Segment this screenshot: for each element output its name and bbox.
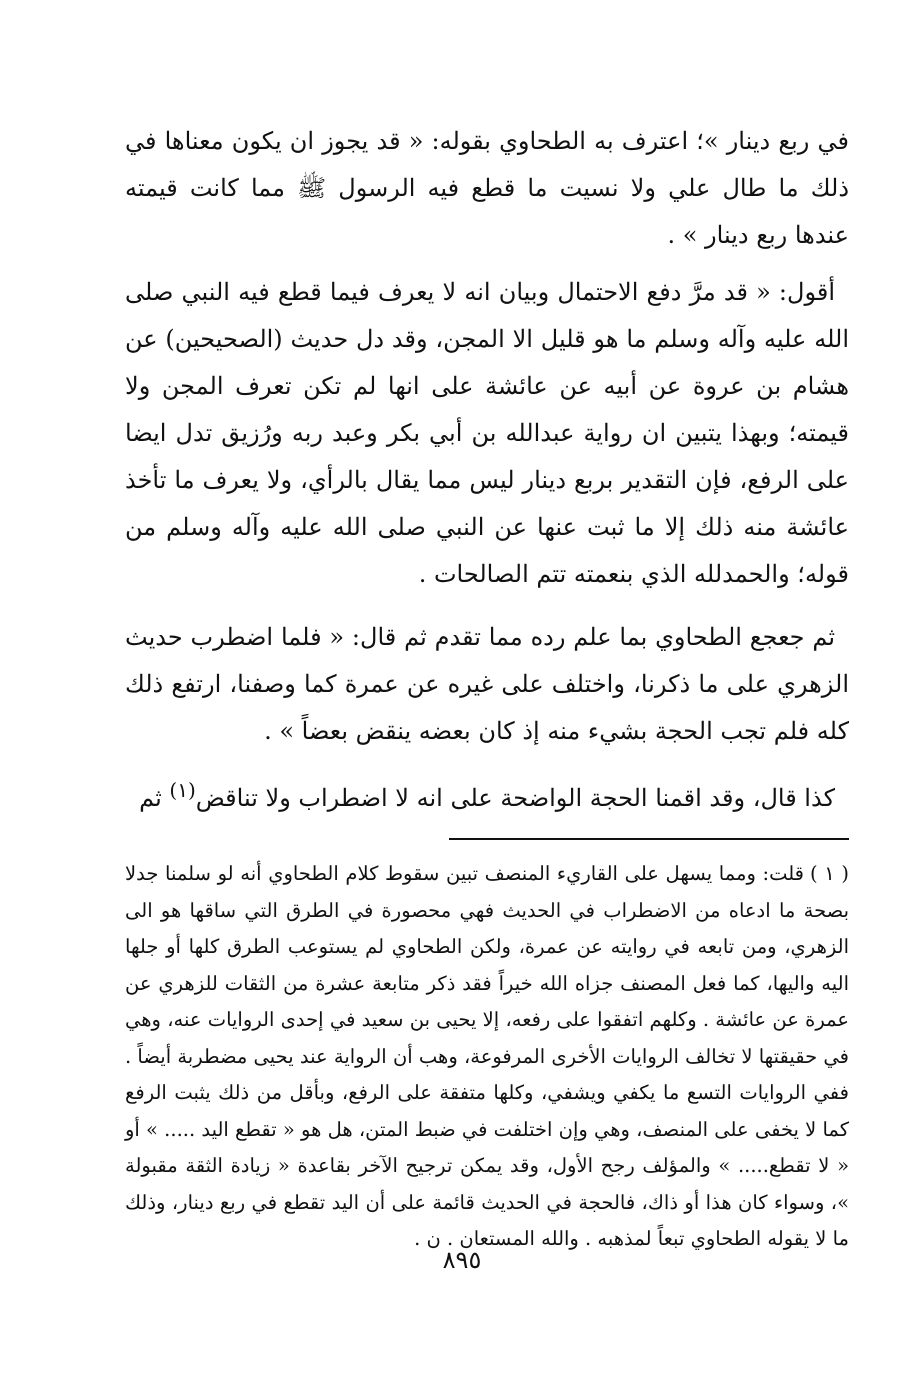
- paragraph-4: [125, 767, 849, 822]
- footnote-reference: (١): [169, 778, 196, 802]
- footnote-separator: [449, 838, 849, 840]
- footnote-marker: ( ١ ): [810, 862, 849, 885]
- paragraph-1: في ربع دينار »؛ اعترف به الطحاوي بقوله: « قد يجوز ان يكون معناها في ذلك ما طال علي ولا نسيت ما قطع فيه الرسول ﷺ مما كانت قيمته عندها ربع دينار » .: [125, 127, 850, 249]
- main-text: [125, 118, 849, 822]
- paragraph-2: أقول: « قد مرَّ دفع الاحتمال وبيان انه لا يعرف فيما قطع فيه النبي صلى الله عليه وآله وسلم ما هو قليل الا المجن، وقد دل حديث (الصحيحين) عن هشام بن عروة عن أبيه عن عائشة على انها لم تكن تعرف المجن ولا قيمته؛ وبهذا يتبين ان رواية عبدالله بن أبي بكر وعبد ربه ورُزيق تدل ايضا على الرفع، فإن التقدير بربع دينار ليس مما يقال بالرأي، ولا يعرف ما تأخذ عائشة منه ذلك إلا ما ثبت عنها عن النبي صلى الله عليه وآله وسلم من قوله؛ والحمدلله الذي بنعمته تتم الصالحات .: [125, 278, 849, 588]
- page-number: ٨٩٥: [442, 1246, 482, 1274]
- paragraph-4-continuation: ثم: [139, 784, 162, 812]
- paragraph-3: ثم جعجع الطحاوي بما علم رده مما تقدم ثم قال: « فلما اضطرب حديث الزهري على ما ذكرنا، واختلف على غيره عن عمرة كما وصفنا، ارتفع ذلك كله فلم تجب الحجة بشيء منه إذ كان بعضه ينقض بعضاً » .: [125, 623, 849, 745]
- footnote-text: قلت: ومما يسهل على القاريء المنصف تبين سقوط كلام الطحاوي أنه لو سلمنا جدلا بصحة ما ادعاه من الاضطراب في الحديث فهي محصورة في الطرق التي ساقها هو الى الزهري، ومن تابعه في روايته عن عمرة، ولكن الطحاوي لم يستوعب الطرق كلها أو جلها اليه واليها، كما فعل المصنف جزاه الله خيراً فقد ذكر متابعة عشرة من الثقات للزهري عن عمرة عن عائشة . وكلهم اتفقوا على رفعه، إلا يحيى بن سعيد في إحدى الروايات عنه، وهي في حقيقتها لا تخالف الروايات الأخرى المرفوعة، وهب أن الرواية عند يحيى مضطربة أيضاً . ففي الروايات التسع ما يكفي ويشفي، وكلها متفقة على الرفع، وبأقل من ذلك يثبت الرفع كما لا يخفى على المنصف، وهي وإن اختلفت في ضبط المتن، هل هو « تقطع اليد ..... » أو « لا تقطع..... » والمؤلف رجح الأول، وقد يمكن ترجيح الآخر بقاعدة « زيادة الثقة مقبولة »، وسواء كان هذا أو ذاك، فالحجة في الحديث قائمة على أن اليد تقطع في ربع دينار، وذلك ما لا يقوله الطحاوي تبعاً لمذهبه . والله المستعان . ن .: [125, 862, 849, 1250]
- document-page: [125, 118, 849, 1258]
- footnote-paragraph: [125, 856, 849, 1258]
- paragraph-4-text: كذا قال، وقد اقمنا الحجة الواضحة على انه لا اضطراب ولا تناقض: [195, 784, 835, 812]
- footnote: [125, 856, 849, 1258]
